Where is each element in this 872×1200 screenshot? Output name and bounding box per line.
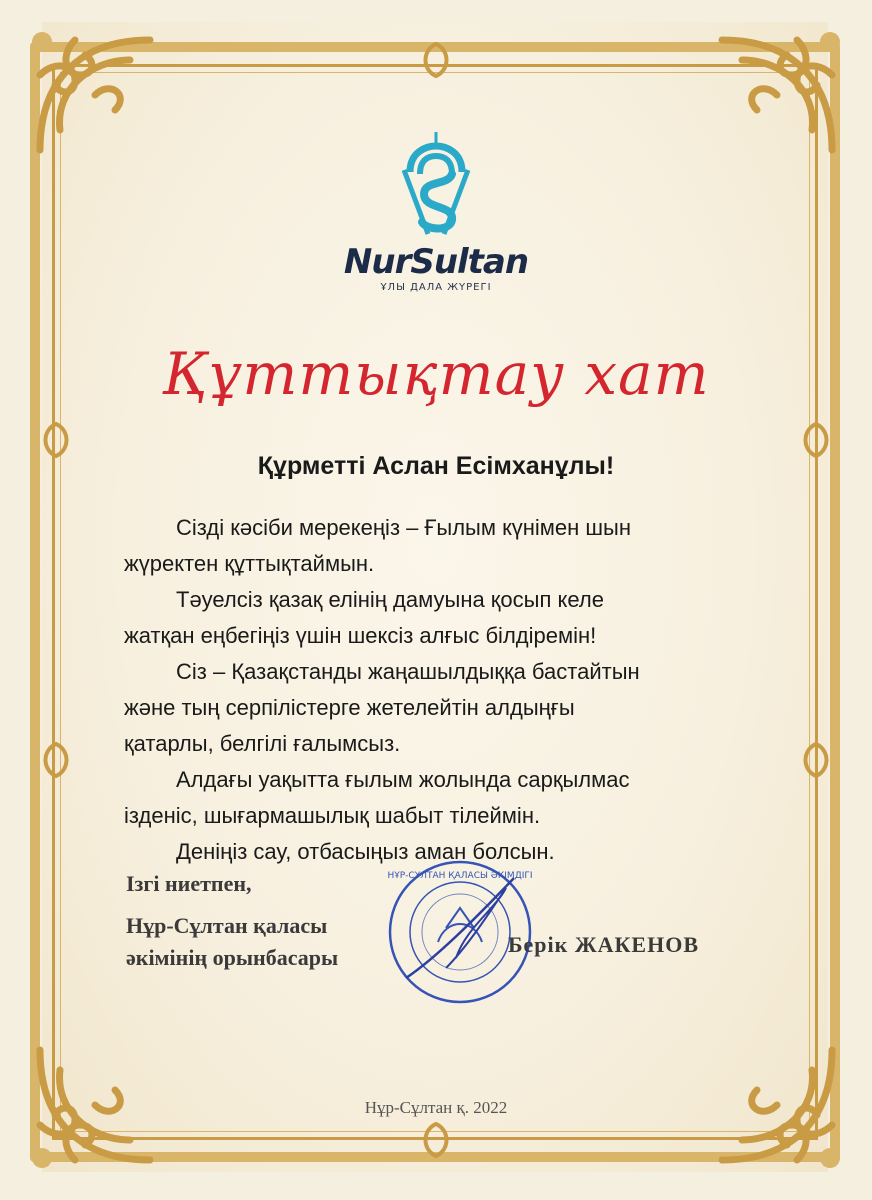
body-line: Сізді кәсіби мерекеңіз – Ғылым күнімен шын <box>176 515 631 540</box>
body-line: қатарлы, белгілі ғалымсыз. <box>124 731 401 756</box>
greeting: Құрметті Аслан Есімханұлы! <box>257 452 615 480</box>
body-line: Денiңiз сау, отбасыңыз аман болсын. <box>176 839 555 864</box>
body-line: Сіз – Қазақстанды жаңашылдыққа бастайтын <box>176 659 640 684</box>
signer-name: Берік ЖАКЕНОВ <box>508 932 699 957</box>
logo-subtitle: ҰЛЫ ДАЛА ЖҮРЕГІ <box>380 282 492 293</box>
signature-block <box>126 868 338 974</box>
stamp-text: НҰР-СҰЛТАН ҚАЛАСЫ ӘКІМДІГІ <box>387 871 533 881</box>
footer-place-date: Нұр-Сұлтан қ. 2022 <box>364 1098 508 1117</box>
body-line: жүректен құттықтаймын. <box>124 551 375 576</box>
body-line: Алдағы уақытта ғылым жолында сарқылмас <box>176 767 630 792</box>
position-line-2: әкімінің орынбасары <box>126 945 339 970</box>
nursultan-emblem-icon <box>396 130 476 240</box>
document-title: Құттықтау хат <box>162 340 710 408</box>
logo-wordmark: NurSultan <box>343 242 529 282</box>
top-ornament <box>416 40 456 80</box>
body-line: жатқан еңбегіңіз үшін шексіз алғыс білдіремін! <box>124 623 597 648</box>
side-ornament-right-2 <box>796 740 836 780</box>
body-line: және тың серпілістерге жетелейтін алдыңғы <box>124 695 575 720</box>
closing-phrase: Ізгі ниетпен, <box>126 871 252 896</box>
body-line: Тәуелсіз қазақ елінің дамуына қосып келе <box>176 587 604 612</box>
body-line: ізденіс, шығармашылық шабыт тілеймін. <box>124 803 541 828</box>
letter-body <box>124 510 716 870</box>
bottom-ornament <box>416 1120 456 1160</box>
position-line-1: Нұр-Сұлтан қаласы <box>126 913 328 938</box>
side-ornament-left-2 <box>36 740 76 780</box>
nursultan-logo <box>0 130 872 293</box>
